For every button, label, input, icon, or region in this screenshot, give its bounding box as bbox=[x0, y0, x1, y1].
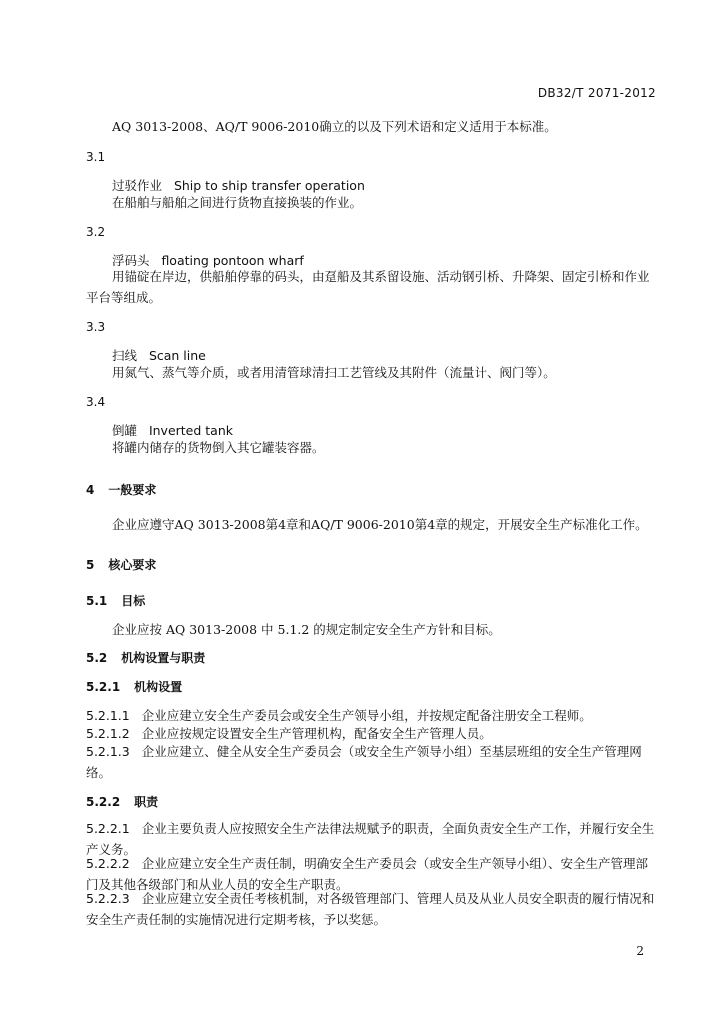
subsection-heading bbox=[86, 592, 656, 609]
document-id-header: DB32/T 2071-2012 bbox=[537, 86, 656, 100]
term-definition: 将罐内储存的货物倒入其它罐装容器。 bbox=[112, 440, 325, 455]
term-number: 3.1 bbox=[86, 150, 106, 164]
term-number: 3.3 bbox=[86, 320, 106, 334]
clause-text: 企业应建立、健全从安全生产委员会（或安全生产领导小组）至基层班组的安全生产管理网络。 bbox=[86, 744, 642, 780]
subsection-title: 目标 bbox=[121, 594, 146, 608]
subsection-heading bbox=[86, 793, 656, 810]
section-number: 4 bbox=[86, 483, 95, 497]
term-definition: 用氮气、蒸气等介质，或者用清管球清扫工艺管线及其附件（流量计、阀门等）。 bbox=[112, 365, 556, 380]
term-name: 倒罐 bbox=[112, 423, 138, 438]
section-heading bbox=[86, 556, 656, 573]
subsection-title: 机构设置 bbox=[134, 680, 183, 694]
clause-item bbox=[86, 888, 656, 930]
section-number: 5 bbox=[86, 558, 95, 572]
term-english: Scan line bbox=[148, 348, 206, 363]
subsection-title: 机构设置与职责 bbox=[121, 651, 206, 665]
clause-number: 5.2.1.2 bbox=[86, 726, 130, 741]
term-english: Ship to ship transfer operation bbox=[173, 178, 365, 193]
section-title: 核心要求 bbox=[108, 558, 157, 572]
subsection-number: 5.2 bbox=[86, 651, 108, 665]
page-number: 2 bbox=[636, 944, 644, 958]
clause-text: 企业应按规定设置安全生产管理机构，配备安全生产管理人员。 bbox=[141, 726, 492, 741]
term-number: 3.2 bbox=[86, 225, 106, 239]
term-number: 3.4 bbox=[86, 395, 106, 409]
term-name: 过驳作业 bbox=[112, 178, 163, 193]
subsection-title: 职责 bbox=[134, 795, 159, 809]
clause-text: 企业应建立安全生产委员会或安全生产领导小组，并按规定配备注册安全工程师。 bbox=[141, 708, 592, 723]
clause-number: 5.2.2.1 bbox=[86, 821, 130, 836]
section-heading bbox=[86, 481, 656, 498]
subsection-number: 5.2.1 bbox=[86, 680, 121, 694]
subsection-heading bbox=[86, 649, 656, 666]
section-title: 一般要求 bbox=[108, 483, 157, 497]
clause-number: 5.2.1.3 bbox=[86, 744, 130, 759]
term-english: floating pontoon wharf bbox=[161, 253, 304, 268]
term-name: 扫线 bbox=[112, 348, 138, 363]
term-name: 浮码头 bbox=[112, 253, 150, 268]
clause-text: 企业主要负责人应按照安全生产法律法规赋予的职责，全面负责安全生产工作，并履行安全生产义务。 bbox=[86, 821, 655, 857]
clause-text: 企业应建立安全生产责任制，明确安全生产委员会（或安全生产领导小组）、安全生产管理部门及其他各级部门和从业人员的安全生产职责。 bbox=[86, 856, 648, 892]
term-english: Inverted tank bbox=[148, 423, 233, 438]
clause-number: 5.2.2.2 bbox=[86, 856, 130, 871]
subsection-heading bbox=[86, 678, 656, 695]
clause-text: 企业应建立安全责任考核机制，对各级管理部门、管理人员及从业人员安全职责的履行情况和安全生产责任制的实施情况进行定期考核，予以奖惩。 bbox=[86, 891, 655, 927]
intro-paragraph: AQ 3013-2008、AQ/T 9006-2010确立的以及下列术语和定义适用于本标准。 bbox=[112, 119, 557, 134]
clause-item bbox=[86, 741, 656, 783]
clause-number: 5.2.2.3 bbox=[86, 891, 130, 906]
subsection-paragraph: 企业应按 AQ 3013-2008 中 5.1.2 的规定制定安全生产方针和目标。 bbox=[112, 622, 501, 637]
subsection-number: 5.1 bbox=[86, 594, 108, 608]
section-paragraph: 企业应遵守AQ 3013-2008第4章和AQ/T 9006-2010第4章的规定，开展安全生产标准化工作。 bbox=[112, 517, 648, 532]
term-definition: 用锚碇在岸边，供船舶停靠的码头，由趸船及其系留设施、活动钢引桥、升降架、固定引桥和作业平台等组成。 bbox=[86, 269, 650, 305]
subsection-number: 5.2.2 bbox=[86, 795, 121, 809]
term-definition: 在船舶与船舶之间进行货物直接换装的作业。 bbox=[112, 195, 363, 210]
clause-number: 5.2.1.1 bbox=[86, 708, 130, 723]
